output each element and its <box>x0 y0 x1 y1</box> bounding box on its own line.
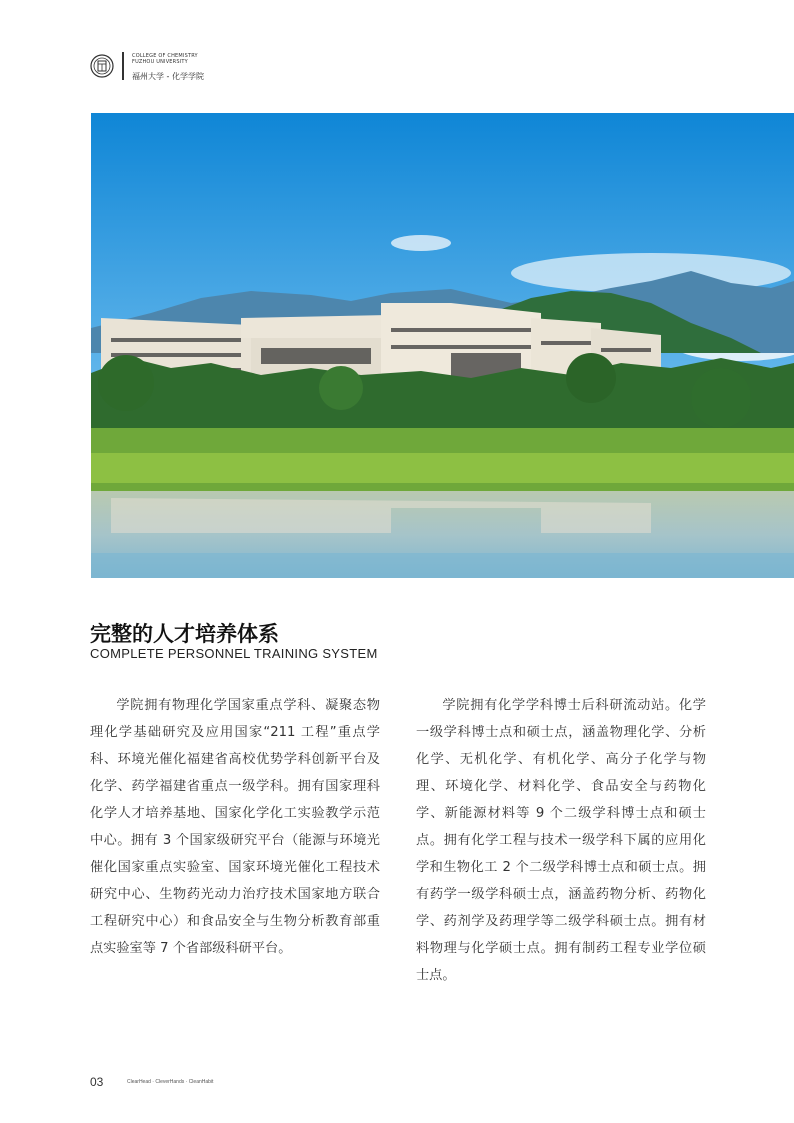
section-title: 完整的人才培养体系 <box>90 622 279 646</box>
university-seal-icon <box>90 54 114 78</box>
college-name-chinese: 福州大学 - 化学学院 <box>132 72 204 81</box>
left-column-paragraph: 学院拥有物理化学国家重点学科、凝聚态物理化学基础研究及应用国家“211 工程”重点学科、环境光催化福建省高校优势学科创新平台及化学、药学福建省重点一级学科。拥有国家理科化学人才培养基地、国家化学化工实验教学示范中心。拥有 3 个国家级研究平台（能源与环境光催化国家重点实验室、国家环境光催化工程技术研究中心、生物药光动力治疗技术国家地方联合工程研究中心）和食品安全与生物分析教育部重点实验室等 7 个省部级科研平台。 <box>90 698 380 956</box>
footer-motto: ClearHead · CleverHands · CleanHabit <box>127 1079 214 1085</box>
campus-photo <box>91 113 794 578</box>
college-name-english: COLLEGE OF CHEMISTRY FUZHOU UNIVERSITY <box>132 53 198 65</box>
campus-building-landscape-image <box>91 113 794 578</box>
header-divider <box>122 52 124 80</box>
right-column-paragraph: 学院拥有化学学科博士后科研流动站。化学一级学科博士点和硕士点，涵盖物理化学、分析化学、无机化学、有机化学、高分子化学与物理、环境化学、材料化学、食品安全与药物化学、新能源材料等 9 个二级学科博士点和硕士点。拥有化学工程与技术一级学科下属的应用化学和生物化工 2 个二级学科博士点和硕士点。拥有药学一级学科硕士点，涵盖药物分析、药物化学、药剂学及药理学等二级学科硕士点。拥有材料物理与化学硕士点。拥有制药工程专业学位硕士点。 <box>416 698 706 983</box>
page-number: 03 <box>90 1075 104 1089</box>
section-subtitle-english: COMPLETE PERSONNEL TRAINING SYSTEM <box>90 646 378 661</box>
